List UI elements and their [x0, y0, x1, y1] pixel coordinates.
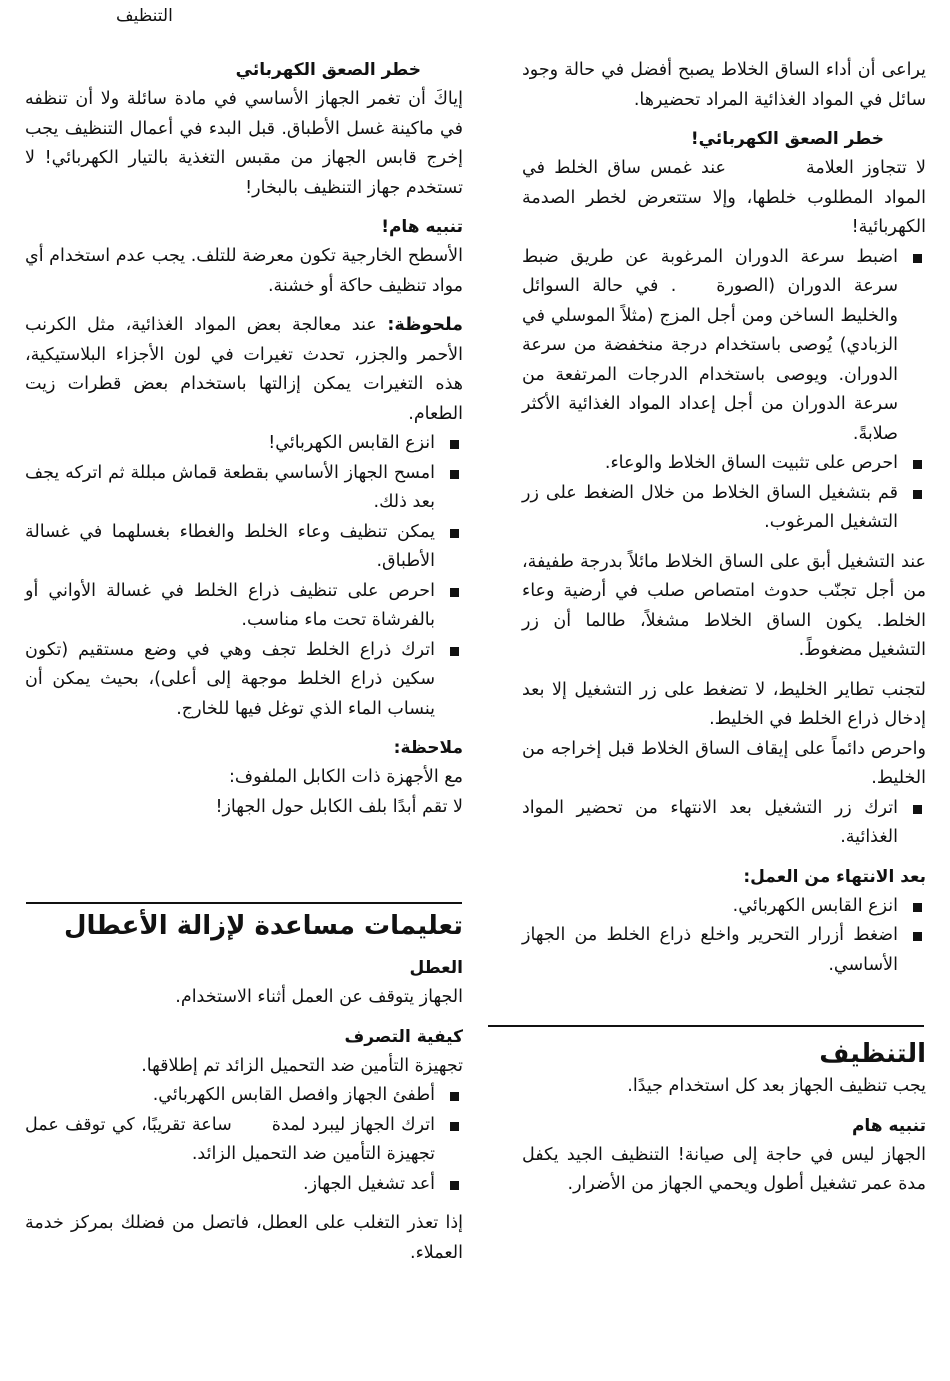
important-text: الجهاز ليس في حاجة إلى صيانة! التنظيف الجيد يكفل مدة عمر تشغيل أطول ويحمي الجهاز من الأضرار.	[522, 1144, 926, 1194]
bullet-square-icon	[450, 1122, 459, 1131]
running-header: التنظيف	[116, 6, 173, 26]
bullet-text: اضغط أزرار التحرير واخلع ذراع الخلط من الجهاز الأساسي.	[522, 925, 898, 975]
bullet-text: اضبط سرعة الدوران المرغوبة عن طريق ضبط سرعة الدوران (الصورة	[522, 246, 898, 296]
splash-paragraph: لتجنب تطاير الخليط، لا تضغط على زر التشغيل إلا بعد إدخال ذراع الخلط في الخليط.	[522, 679, 926, 729]
bullet-text-tail: ساعة تقريبًا، كي توقف عمل تجهيزة التأمين ضد التحميل الزائد.	[25, 1114, 435, 1164]
list-item	[522, 479, 926, 538]
bullet-text: اترك زر التشغيل بعد الانتهاء من تحضير المواد الغذائية.	[522, 797, 898, 847]
shock-text-left: إياكَ أن تغمر الجهاز الأساسي في مادة سائلة ولا أن تنظفه في ماكينة غسل الأطباق. قبل البدء في أعمال التنظيف يجب إخرج قابس الجهاز من مقبس التغذية بالتيار الكهربائي! لا تستخدم جهاز التنظيف بالبخار!	[25, 89, 463, 198]
caution-text: الأسطح الخارجية تكون معرضة للتلف. يجب عدم استخدام أي مواد تنظيف حاكة أو خشنة.	[25, 246, 463, 296]
troubleshooting-title: تعليمات مساعدة لإزالة الأعطال	[63, 911, 463, 941]
list-item	[25, 459, 463, 518]
list-item	[522, 449, 926, 479]
bullet-text-tail: . في حالة السوائل والخليط الساخن ومن أجل المزج (مثلاً الموسلي في الزبادي) يُوصى باستخدام درجة منخفضة من سرعة الدوران. ويوصى باستخدام الدرجات المرتفعة من سرعة الدوران من أجل إعداد المواد الغذائية الأكثر صلابةً.	[522, 276, 898, 444]
after-use-bullets	[522, 892, 926, 981]
bullet-square-icon	[450, 1181, 459, 1190]
list-item	[522, 921, 926, 980]
cleaning-section	[522, 1036, 926, 1200]
right-column	[522, 56, 926, 980]
list-item	[522, 892, 926, 922]
list-item	[25, 577, 463, 636]
fault-text: الجهاز يتوقف عن العمل أثناء الاستخدام.	[175, 987, 463, 1007]
bullet-square-icon	[913, 903, 922, 912]
bullet-square-icon	[450, 588, 459, 597]
troubleshooting-section	[25, 908, 463, 1268]
bullet-square-icon	[913, 254, 922, 263]
bullet-text: انزع القابس الكهربائي.	[732, 895, 898, 916]
note-text: عند معالجة بعض المواد الغذائية، مثل الكرنب الأحمر والجزر، تحدث تغيرات في لون الأجزاء البلاستيكية، هذه التغيرات يمكن إزالتها باستخدام بعض قطرات زيت الطعام.	[25, 315, 463, 424]
shock-title-left: خطر الصعق الكهربائي	[235, 60, 421, 80]
cleaning-title: التنظيف	[819, 1039, 926, 1069]
release-bullet-list	[522, 794, 926, 853]
usage-bullets	[522, 243, 926, 538]
stop-paragraph: واحرص دائماً على إيقاف الساق الخلاط قبل إخراجه من الخليط.	[522, 738, 926, 788]
list-item	[25, 429, 463, 459]
action-bullets	[25, 1081, 463, 1199]
action-text: تجهيزة التأمين ضد التحميل الزائد تم إطلاقها.	[141, 1055, 463, 1076]
remark-line-2: لا تقم أبدًا بلف الكابل حول الجهاز!	[215, 796, 463, 817]
shock-warning-text-a: لا تتجاوز العلامة	[805, 158, 926, 178]
bullet-square-icon	[450, 470, 459, 479]
remark-label: ملاحظة:	[393, 738, 463, 758]
list-item	[522, 794, 926, 853]
list-item	[25, 1170, 463, 1200]
action-title: كيفية التصرف	[344, 1026, 463, 1047]
bullet-text: أطفئ الجهاز وافصل القابس الكهربائي.	[152, 1085, 435, 1105]
intro-paragraph: يراعى أن أداء الساق الخلاط يصبح أفضل في حالة وجود سائل في المواد الغذائية المراد تحضيرها.	[522, 60, 926, 110]
tilt-paragraph: عند التشغيل أبق على الساق الخلاط مائلاً بدرجة طفيفة، من أجل تجنّب حدوث امتصاص صلب في أرضية وعاء الخلط. يكون الساق الخلاط مشغلاً، طالما أن زر التشغيل مضغوطً.	[522, 551, 926, 660]
bullet-square-icon	[913, 490, 922, 499]
list-item	[25, 636, 463, 725]
bullet-text: قم بتشغيل الساق الخلاط من خلال الضغط على زر التشغيل المرغوب.	[522, 482, 898, 532]
bullet-square-icon	[913, 932, 922, 941]
shock-warning-title: خطر الصعق الكهربائي!	[690, 129, 884, 149]
bullet-text: اترك ذراع الخلط تجف وهي في وضع مستقيم (تكون سكين ذراع الخلط موجهة إلى أعلى)، بحيث يمكن أن ينساب الماء الذي توغل فيها للخارج.	[25, 639, 435, 719]
shock-warning-text	[522, 154, 926, 243]
bullet-square-icon	[913, 460, 922, 469]
bullet-text: احرص على تثبيت الساق الخلاط والوعاء.	[604, 453, 898, 473]
note-label: ملحوظة:	[387, 315, 463, 335]
bullet-square-icon	[450, 529, 459, 538]
list-item	[25, 518, 463, 577]
remark-line-1: مع الأجهزة ذات الكابل الملفوف:	[229, 767, 463, 787]
bullet-square-icon	[450, 440, 459, 449]
after-use-title: بعد الانتهاء من العمل:	[743, 866, 926, 887]
caution-title: تنبيه هام!	[381, 217, 463, 237]
fault-title: العطل	[409, 958, 463, 978]
bullet-square-icon	[450, 647, 459, 656]
bullet-text: يمكن تنظيف وعاء الخلط والغطاء بغسلهما في غسالة الأطباق.	[25, 521, 435, 571]
list-item	[25, 1111, 463, 1170]
left-column	[25, 56, 463, 822]
bullet-text: أعد تشغيل الجهاز.	[303, 1173, 435, 1194]
contact-text: إذا تعذر التغلب على العطل، فاتصل من فضلك بمركز خدمة العملاء.	[25, 1213, 463, 1263]
bullet-square-icon	[450, 1092, 459, 1101]
bullet-text: امسح الجهاز الأساسي بقطعة قماش مبللة ثم اتركه يجف بعد ذلك.	[25, 462, 435, 512]
list-item	[25, 1081, 463, 1111]
troubleshooting-divider	[26, 902, 462, 904]
bullet-text: انزع القابس الكهربائي!	[268, 433, 435, 453]
bullet-text: احرص على تنظيف ذراع الخلط في غسالة الأواني أو بالفرشاة تحت ماء مناسب.	[25, 580, 435, 630]
bullet-square-icon	[913, 805, 922, 814]
important-title: تنبيه هام	[851, 1115, 926, 1136]
bullet-text: اترك الجهاز ليبرد لمدة	[271, 1114, 435, 1135]
cleaning-section-divider	[488, 1025, 924, 1027]
note-paragraph	[25, 311, 463, 429]
list-item	[522, 243, 926, 450]
cleaning-bullets	[25, 429, 463, 724]
cleaning-intro: يجب تنظيف الجهاز بعد كل استخدام جيدًا.	[627, 1076, 926, 1096]
shock-warning-text-b: عند غمس ساق الخلط في المواد المطلوب خلطها، وإلا ستتعرض لخطر الصدمة الكهربائية!	[522, 158, 926, 237]
